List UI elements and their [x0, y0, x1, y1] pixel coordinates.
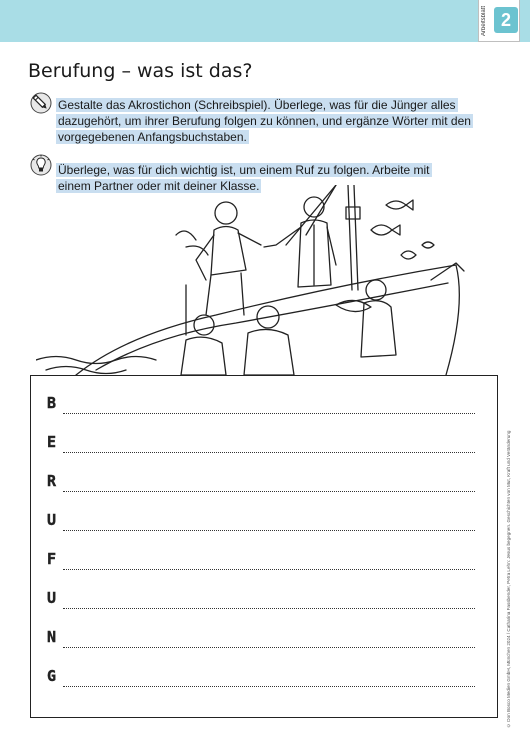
acrostic-row-u[interactable]	[47, 511, 475, 537]
worksheet-tab	[478, 0, 520, 42]
acrostic-letter: N	[47, 628, 57, 646]
instruction-1	[56, 97, 476, 145]
page-title: Berufung – was ist das?	[28, 60, 253, 82]
acrostic-row-n[interactable]	[47, 628, 475, 654]
acrostic-letter: U	[47, 589, 57, 607]
acrostic-row-b[interactable]	[47, 394, 475, 420]
boat-illustration	[36, 185, 466, 375]
copyright-note: © Don Bosco Medien GmbH, München 2024 / Catharina Fassbender, Petra Lehn: Jesus begegnen. Geschichten von Mut, Kraft und Veränderung	[506, 430, 511, 728]
instruction-2-text: Überlege, was für dich wichtig ist, um einem Ruf zu folgen. Arbeite mit einem Partner oder mit deiner Klasse.	[58, 163, 430, 193]
writing-line[interactable]	[63, 452, 475, 453]
pencil-icon	[30, 92, 52, 114]
writing-line[interactable]	[63, 608, 475, 609]
instruction-1-text: Gestalte das Akrostichon (Schreibspiel). Überlege, was für die Jünger alles dazugehört, um ihrer Berufung folgen zu können, und ergänze Wörter mit den vorgegebenen Anfangsbuchstaben.	[58, 98, 471, 144]
worksheet-number: 2	[494, 7, 518, 33]
acrostic-letter: G	[47, 667, 57, 685]
acrostic-letter: U	[47, 511, 57, 529]
writing-line[interactable]	[63, 491, 475, 492]
header-band	[0, 0, 530, 42]
acrostic-letter: B	[47, 394, 57, 412]
tab-label: Arbeitsblatt	[481, 6, 487, 37]
acrostic-letter: E	[47, 433, 57, 451]
writing-line[interactable]	[63, 569, 475, 570]
lightbulb-icon	[30, 154, 52, 176]
acrostic-letter: R	[47, 472, 57, 490]
acrostic-box	[30, 375, 498, 718]
acrostic-row-u2[interactable]	[47, 589, 475, 615]
acrostic-letter: F	[47, 550, 57, 568]
writing-line[interactable]	[63, 530, 475, 531]
writing-line[interactable]	[63, 686, 475, 687]
acrostic-row-f[interactable]	[47, 550, 475, 576]
writing-line[interactable]	[63, 413, 475, 414]
acrostic-row-g[interactable]	[47, 667, 475, 693]
acrostic-row-e[interactable]	[47, 433, 475, 459]
writing-line[interactable]	[63, 647, 475, 648]
acrostic-row-r[interactable]	[47, 472, 475, 498]
